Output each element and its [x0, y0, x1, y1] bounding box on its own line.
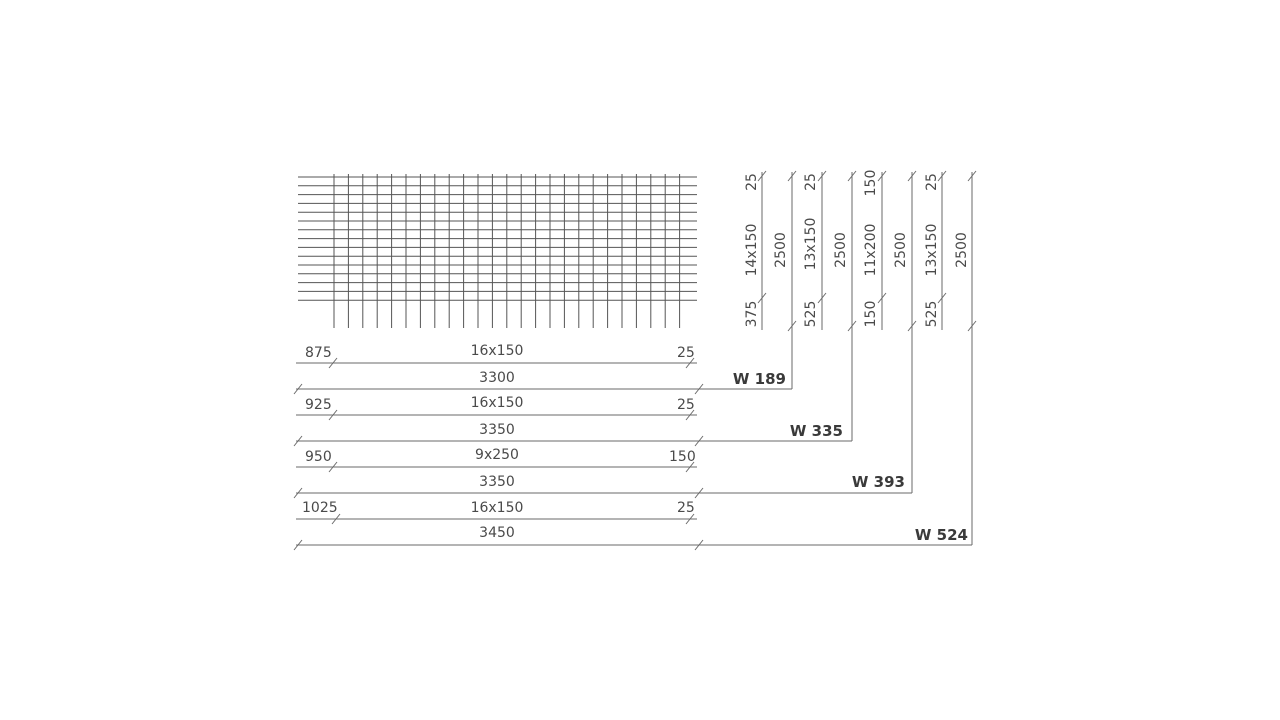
w393-right-offset: 150 — [669, 449, 696, 465]
w335-right-offset: 25 — [677, 397, 695, 413]
w335-total-length: 3350 — [479, 422, 515, 438]
vertical-dimensions — [744, 170, 970, 328]
w189-spacing: 16x150 — [470, 343, 524, 359]
w393-left-offset: 950 — [305, 449, 332, 465]
w189-total-width: 2500 — [773, 232, 789, 268]
w393-total-length: 3350 — [479, 474, 515, 490]
mesh-grid — [298, 174, 697, 328]
w189-bottom-offset: 375 — [744, 300, 760, 328]
mesh-mark-w524: W 524 — [914, 526, 968, 544]
w335-spacing: 16x150 — [470, 395, 524, 411]
w524-bottom-offset: 525 — [924, 300, 940, 328]
w393-spacing: 9x250 — [475, 447, 519, 463]
w524-total-length: 3450 — [479, 525, 515, 541]
w189-right-offset: 25 — [677, 345, 695, 361]
w335-vertical-spacing: 13x150 — [803, 217, 819, 271]
w335-total-width: 2500 — [833, 232, 849, 268]
w524-total-width: 2500 — [954, 232, 970, 268]
w524-right-offset: 25 — [677, 500, 695, 516]
w393-total-width: 2500 — [893, 232, 909, 268]
w524-vertical-spacing: 13x150 — [924, 223, 940, 277]
w393-top-offset: 150 — [863, 169, 879, 197]
mesh-mark-w393: W 393 — [851, 473, 905, 491]
mesh-type-labels — [733, 370, 968, 544]
w189-left-offset: 875 — [305, 345, 332, 361]
w189-vertical-spacing: 14x150 — [744, 223, 760, 277]
w335-top-offset: 25 — [803, 173, 819, 191]
mesh-mark-w189: W 189 — [732, 370, 786, 388]
w524-left-offset: 1025 — [302, 500, 338, 516]
w393-bottom-offset: 150 — [863, 300, 879, 328]
horizontal-dimensions — [302, 343, 696, 541]
w335-left-offset: 925 — [305, 397, 332, 413]
w524-spacing: 16x150 — [470, 500, 524, 516]
w524-top-offset: 25 — [924, 173, 940, 191]
w393-vertical-spacing: 11x200 — [863, 223, 879, 277]
mesh-mark-w335: W 335 — [789, 422, 843, 440]
w335-bottom-offset: 525 — [803, 300, 819, 328]
w189-total-length: 3300 — [479, 370, 515, 386]
w189-top-offset: 25 — [744, 173, 760, 191]
